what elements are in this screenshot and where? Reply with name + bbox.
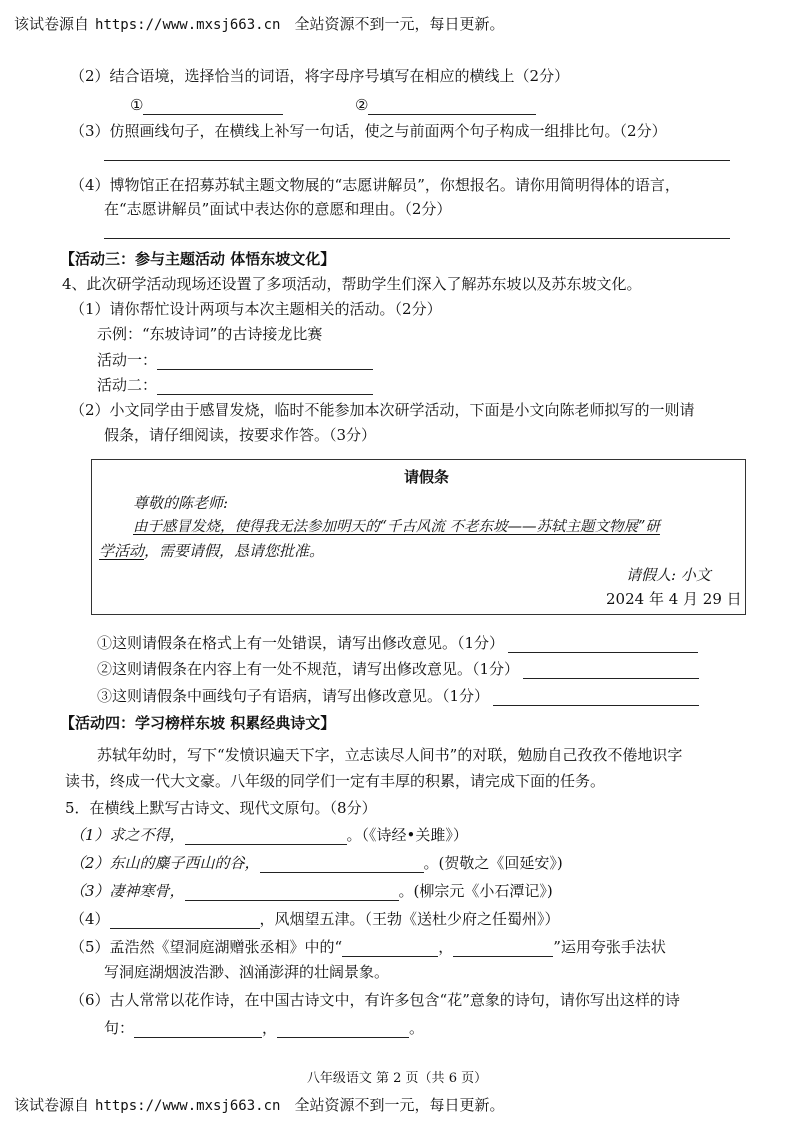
bottom-source-url-link[interactable]: https://www.mxsj663.cn (95, 1098, 281, 1114)
leave-note-body-rest: ，需要请假，恳请您批准。 (144, 542, 325, 560)
q5-4-prefix: （4） (70, 910, 110, 928)
blank-marker-2: ② (355, 96, 369, 114)
q3-part4-line2: 在“志愿讲解员”面试中表达你的意愿和理由。（2分） (104, 200, 452, 218)
activity3-title: 【活动三：参与主题活动 体悟东坡文化】 (60, 250, 336, 268)
answer-line-q3-4[interactable] (104, 238, 730, 239)
q5-3-source: 。(柳宗元《小石潭记》) (398, 882, 553, 900)
q4-part2-line1: （2）小文同学由于感冒发烧，临时不能参加本次研学活动，下面是小文向陈老师拟写的一则请 (70, 401, 695, 419)
activity4-title: 【活动四：学习榜样东坡 积累经典诗文】 (60, 714, 336, 732)
q5-2-source: 。(贺敬之《回延安》) (423, 854, 563, 872)
source-prefix: 该试卷源自 (14, 15, 90, 33)
leave-note-greeting: 尊敬的陈老师: (133, 494, 229, 512)
answer-blank-1[interactable] (143, 98, 283, 115)
note-question-3-text: ③这则请假条中画线句子有语病，请写出修改意见。（1分） (97, 687, 490, 705)
q5-1-prefix: （1）求之不得， (70, 826, 185, 844)
q3-part4-line1: （4）博物馆正在招募苏轼主题文物展的“志愿讲解员”，你想报名。请你用简明得体的语言， (70, 176, 680, 194)
q5-1-source: 。（《诗经•关雎》） (346, 826, 468, 844)
activity-two-label: 活动二： (97, 376, 158, 394)
note-answer-1-blank[interactable] (508, 636, 698, 653)
leave-note-date: 2024 年 4 月 29 日 (606, 590, 742, 608)
q5-6-comma: ， (262, 1019, 278, 1037)
activity-one-blank[interactable] (157, 353, 373, 370)
q5-3-prefix: （3）凄神寒骨， (70, 882, 185, 900)
q5-line-6-answer (104, 1018, 424, 1038)
activity4-intro-line1: 苏轼年幼时，写下“发愤识遍天下字，立志读尽人间书”的对联，勉励自己孜孜不倦地识字 (97, 746, 683, 764)
q5-3-blank[interactable] (185, 884, 399, 901)
activity-one-label: 活动一： (97, 351, 158, 369)
q5-6-prefix: 句： (104, 1019, 135, 1037)
note-question-1-text: ①这则请假条在格式上有一处错误，请写出修改意见。（1分） (97, 634, 505, 652)
q5-text: 5．在横线上默写古诗文、现代文原句。（8分） (65, 799, 377, 817)
note-question-2-text: ②这则请假条在内容上有一处不规范，请写出修改意见。（1分） (97, 660, 520, 678)
q3-part2-blanks (130, 95, 536, 115)
q5-5-blank-a[interactable] (342, 940, 438, 957)
q5-line-2 (70, 853, 563, 873)
leave-note-underlined: 学活动 (99, 542, 145, 560)
leave-note-body-line2 (99, 541, 324, 561)
note-answer-3-blank[interactable] (493, 689, 699, 706)
q5-line-5-cont: 写洞庭湖烟波浩渺、汹涌澎湃的壮阔景象。 (104, 963, 390, 981)
leave-note-title: 请假条 (404, 468, 450, 486)
q4-text: 4、此次研学活动现场还设置了多项活动，帮助学生们深入了解苏东坡以及苏东坡文化。 (62, 275, 642, 293)
activity-one-row (97, 350, 373, 370)
bottom-source-prefix: 该试卷源自 (14, 1096, 90, 1114)
q5-2-blank[interactable] (260, 856, 424, 873)
q5-line-1 (70, 825, 468, 845)
note-question-1 (97, 633, 698, 653)
activity-two-row (97, 375, 373, 395)
note-question-2 (97, 659, 699, 679)
leave-note-body-line1: 由于感冒发烧，使得我无法参加明天的“千古风流 不老东坡——苏轼主题文物展”研 (133, 519, 660, 535)
q5-6-period: 。 (409, 1019, 425, 1037)
note-question-3 (97, 686, 699, 706)
q5-line-3 (70, 881, 553, 901)
q5-5-prefix: （5）孟浩然《望洞庭湖赠张丞相》中的“ (70, 938, 343, 956)
q5-6-blank-b[interactable] (277, 1021, 409, 1038)
q5-1-blank[interactable] (185, 828, 347, 845)
q5-5-blank-b[interactable] (453, 940, 553, 957)
q5-4-source: ，风烟望五津。（王勃《送杜少府之任蜀州》） (259, 910, 560, 928)
note-answer-2-blank[interactable] (523, 662, 699, 679)
q5-6-blank-a[interactable] (134, 1021, 262, 1038)
source-header (14, 13, 504, 34)
q5-5-suffix: ”运用夸张手法状 (553, 938, 666, 956)
source-suffix: 全站资源不到一元，每日更新。 (294, 15, 505, 33)
bottom-source-suffix: 全站资源不到一元，每日更新。 (294, 1096, 505, 1114)
q4-part2-line2: 假条，请仔细阅读，按要求作答。（3分） (104, 426, 377, 444)
q5-4-blank[interactable] (110, 912, 260, 929)
q5-line-6: （6）古人常常以花作诗，在中国古诗文中，有许多包含“花”意象的诗句，请你写出这样的诗 (70, 991, 680, 1009)
q5-line-5: （5）孟浩然《望洞庭湖赠张丞相》中的“ ， ”运用夸张手法状 (70, 938, 666, 956)
q4-example: 示例：“东坡诗词”的古诗接龙比赛 (97, 325, 323, 343)
source-url-link[interactable]: https://www.mxsj663.cn (95, 17, 281, 33)
answer-blank-2[interactable] (368, 98, 536, 115)
bottom-source-header (14, 1094, 504, 1115)
q5-2-prefix: （2）东山的麋子西山的谷， (70, 854, 260, 872)
activity-two-blank[interactable] (157, 378, 373, 395)
leave-note-signer: 请假人: 小文 (626, 566, 711, 584)
q5-line-4 (70, 909, 560, 929)
blank-marker-1: ① (130, 96, 144, 114)
q4-part1-text: （1）请你帮忙设计两项与本次主题相关的活动。（2分） (70, 300, 442, 318)
page-footer: 八年级语文 第 2 页（共 6 页） (306, 1071, 488, 1086)
answer-line-q3-3[interactable] (104, 160, 730, 161)
q3-part3-text: （3）仿照画线句子，在横线上补写一句话，使之与前面两个句子构成一组排比句。（2分） (70, 122, 667, 140)
q3-part2-text: （2）结合语境，选择恰当的词语，将字母序号填写在相应的横线上（2分） (70, 67, 570, 85)
activity4-intro-line2: 读书，终成一代大文豪。八年级的同学们一定有丰厚的积累，请完成下面的任务。 (65, 772, 606, 790)
